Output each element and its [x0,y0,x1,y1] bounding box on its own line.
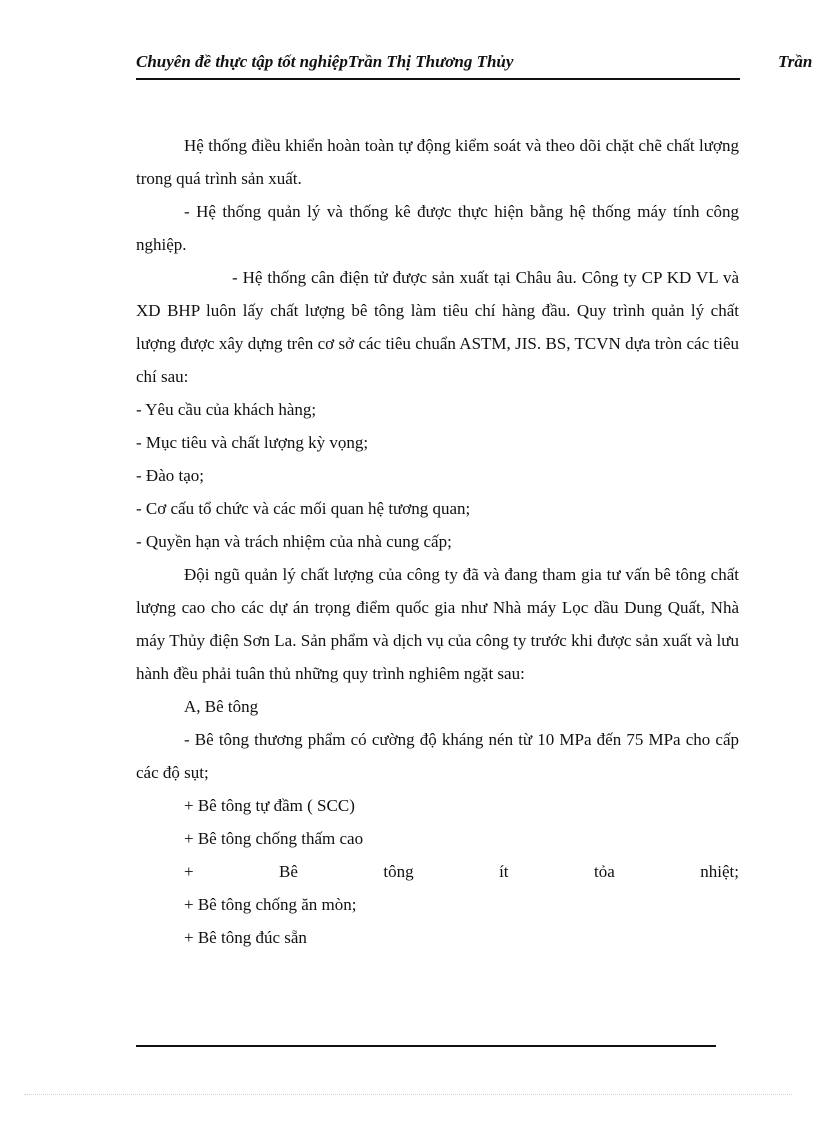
section-heading-concrete: A, Bê tông [184,697,259,716]
spread-word: nhiệt; [700,862,739,881]
page-header [136,50,813,80]
criteria-item: - Đào tạo; [136,466,204,485]
spread-word: ít [499,862,509,881]
criteria-item: - Yêu cầu của khách hàng; [136,400,317,419]
spread-word: tỏa [593,862,615,881]
footer-rule [136,1045,716,1047]
paragraph-weighing-system: - Hệ thống cân điện tử được sản xuất tại Châu âu. Công ty CP KD VL và XD BHP luôn lấy chất lượng bê tông làm tiêu chí hàng đầu. Quy trình quản lý chất lượng được xây dựng trên cơ sở các tiêu chuẩn ASTM, JIS. BS, TCVN dựa tròn các tiêu chí sau: [136,268,739,386]
concrete-type-item-spread [136,855,739,888]
paragraph-quality-team: Đội ngũ quản lý chất lượng của công ty đã và đang tham gia tư vấn bê tông chất lượng cao cho các dự án trọng điểm quốc gia như Nhà máy Lọc dầu Dung Quất, Nhà máy Thủy điện Sơn La. Sản phẩm và dịch vụ của công ty trước khi được sản xuất và lưu hành đều phải tuân thủ những quy trình nghiêm ngặt sau: [136,565,739,683]
document-body [136,129,739,954]
header-author-fragment: Trần [778,52,813,71]
header-title: Chuyên đề thực tập tốt nghiệpTrần Thị Thương Thủy [136,52,514,71]
criteria-item: - Cơ cấu tổ chức và các mối quan hệ tương quan; [136,499,471,518]
concrete-type-item: + Bê tông tự đầm ( SCC) [184,796,355,815]
spread-word: Bê [279,862,298,881]
page-bottom-dotted-rule [24,1094,792,1095]
spread-word: + [184,862,194,881]
concrete-type-item: + Bê tông đúc sẵn [184,928,307,947]
paragraph-control-system: Hệ thống điều khiển hoàn toàn tự động kiểm soát và theo dõi chặt chẽ chất lượng trong quá trình sản xuất. [136,136,739,188]
spread-word: tông [383,862,414,881]
criteria-item: - Mục tiêu và chất lượng kỳ vọng; [136,433,369,452]
concrete-type-item: + Bê tông chống ăn mòn; [184,895,357,914]
concrete-type-item: + Bê tông chống thấm cao [184,829,364,848]
paragraph-commercial-concrete: - Bê tông thương phẩm có cường độ kháng nén từ 10 MPa đến 75 MPa cho cấp các độ sụt; [136,730,739,782]
criteria-item: - Quyền hạn và trách nhiệm của nhà cung cấp; [136,532,452,551]
paragraph-management-system: - Hệ thống quản lý và thống kê được thực hiện bằng hệ thống máy tính công nghiệp. [136,202,739,254]
